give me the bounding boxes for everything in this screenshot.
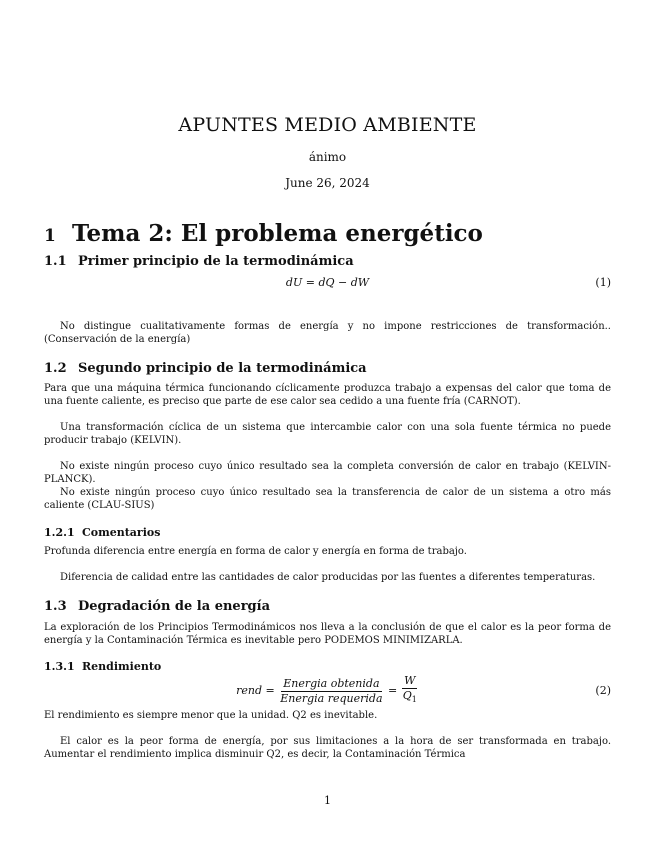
subsection-heading-1-1 (44, 254, 611, 269)
document-title: APUNTES MEDIO AMBIENTE (178, 114, 477, 136)
subsection-title: Primer principio de la termodinámica (78, 254, 354, 269)
document-author: ánimo (308, 150, 347, 164)
equation-2-lhs: rend = (236, 684, 275, 697)
equation-1 (44, 276, 611, 289)
paragraph-degradacion: La exploración de los Principios Termodinámicos nos lleva a la conclusión de que el calor es la peor forma de energía y la Contaminación Térmica es inevitable pero PODEMOS MINIMIZARLA. (44, 622, 611, 646)
fraction-numerator: Energia obtenida (283, 676, 380, 690)
section-heading-1 (44, 220, 611, 247)
equation-2 (44, 675, 611, 707)
subsubsection-heading-1-2-1 (44, 526, 611, 539)
paragraph-comentario-2: Diferencia de calidad entre las cantidades de calor producidas por las fuentes a diferentes temperaturas. (60, 572, 596, 583)
paragraph-rendimiento-2: El calor es la peor forma de energía, por sus limitaciones a la hora de ser transformada en trabajo. Aumentar el rendimiento implica disminuir Q2, es decir, la Contaminación Térmica (44, 736, 611, 760)
section-number: 1 (44, 226, 56, 246)
subsection-title: Degradación de la energía (78, 599, 270, 614)
fraction-denominator: Energia requerida (280, 691, 383, 705)
subsubsection-title: Rendimiento (82, 660, 162, 673)
equation-1-body: dU = dQ − dW (285, 276, 370, 289)
paragraph-rendimiento-1: El rendimiento es siempre menor que la unidad. Q2 es inevitable. (44, 710, 378, 721)
section-title: Tema 2: El problema energético (72, 220, 483, 247)
fraction-w-q1 (401, 675, 419, 706)
paragraph-conservation: No distingue cualitativamente formas de energía y no impone restricciones de transformación.. (Conservación de la energía) (44, 321, 611, 345)
document-date: June 26, 2024 (285, 176, 370, 190)
fraction-denominator-q1 (401, 689, 419, 706)
document-page (44, 0, 611, 848)
subsection-heading-1-2 (44, 361, 611, 376)
q-subscript: 1 (411, 695, 417, 705)
equation-1-number: (1) (595, 276, 611, 289)
subsection-number: 1.1 (44, 254, 67, 269)
paragraph-carnot: Para que una máquina térmica funcionando cíclicamente produzca trabajo a expensas del calor que toma de una fuente caliente, es preciso que parte de ese calor sea cedido a una fuente fría (CARNOT). (44, 383, 611, 407)
paragraph-kelvin-planck: No existe ningún proceso cuyo único resultado sea la completa conversión de calor en trabajo (KELVIN-PLANCK). (44, 461, 611, 485)
subsubsection-heading-1-3-1 (44, 660, 611, 673)
q-symbol: Q (402, 689, 412, 703)
subsection-heading-1-3 (44, 599, 611, 614)
paragraph-comentario-1: Profunda diferencia entre energía en forma de calor y energía en forma de trabajo. (44, 546, 467, 557)
page-number: 1 (324, 794, 331, 807)
equation-2-number: (2) (595, 684, 611, 697)
subsection-number: 1.2 (44, 361, 67, 376)
subsection-number: 1.3 (44, 599, 67, 614)
subsection-title: Segundo principio de la termodinámica (78, 361, 367, 376)
paragraph-clausius: No existe ningún proceso cuyo único resultado sea la transferencia de calor de un sistema a otro más caliente (CLAU-SIUS) (44, 487, 611, 511)
equation-2-equals: = (388, 684, 398, 697)
subsubsection-number: 1.2.1 (44, 526, 75, 539)
subsubsection-title: Comentarios (82, 526, 161, 539)
paragraph-kelvin: Una transformación cíclica de un sistema que intercambie calor con una sola fuente térmica no puede producir trabajo (KELVIN). (44, 422, 611, 446)
fraction-numerator-w: W (404, 674, 416, 688)
subsubsection-number: 1.3.1 (44, 660, 75, 673)
fraction-energia (278, 678, 384, 705)
